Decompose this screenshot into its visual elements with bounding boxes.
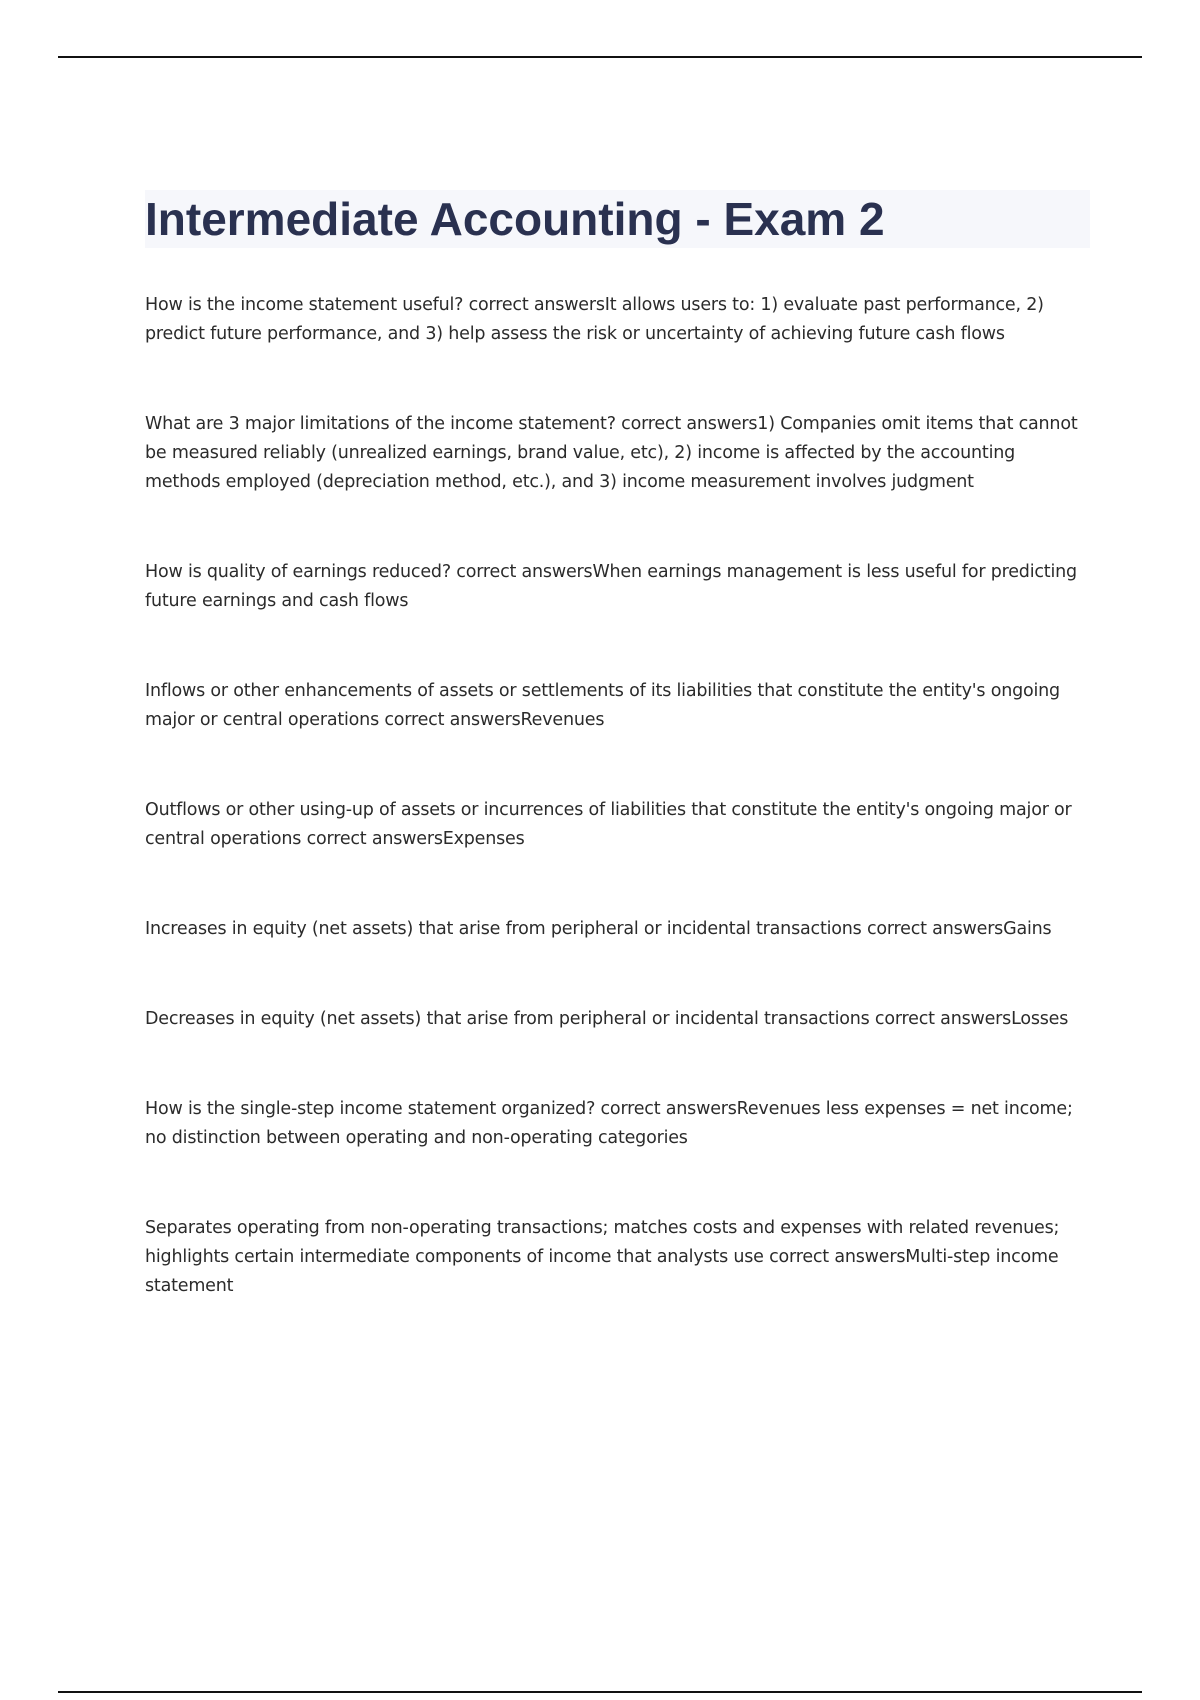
page-title: Intermediate Accounting - Exam 2 bbox=[145, 193, 885, 245]
qa-item: Increases in equity (net assets) that arise from peripheral or incidental transactions correct answersGains bbox=[145, 919, 1052, 939]
qa-item: Inflows or other enhancements of assets or settlements of its liabilities that constitute the entity's ongoing major or central operations correct answersRevenues bbox=[145, 681, 1060, 730]
top-divider bbox=[58, 56, 1142, 58]
qa-item: How is quality of earnings reduced? correct answersWhen earnings management is less useful for predicting future earnings and cash flows bbox=[145, 562, 1077, 611]
qa-item: How is the single-step income statement organized? correct answersRevenues less expenses = net income; no distinction between operating and non-operating categories bbox=[145, 1099, 1073, 1148]
qa-item: What are 3 major limitations of the income statement? correct answers1) Companies omit items that cannot be measured reliably (unrealized earnings, brand value, etc), 2) income is affected by the accounting methods employed (depreciation method, etc.), and 3) income measurement involves judgment bbox=[145, 414, 1078, 492]
qa-item: Outflows or other using-up of assets or incurrences of liabilities that constitute the entity's ongoing major or central operations correct answersExpenses bbox=[145, 800, 1072, 849]
bottom-divider bbox=[58, 1691, 1142, 1693]
qa-list bbox=[145, 291, 1090, 1362]
qa-item: Separates operating from non-operating transactions; matches costs and expenses with related revenues; highlights certain intermediate components of income that analysts use correct answersMulti-step income statement bbox=[145, 1218, 1060, 1296]
qa-item: Decreases in equity (net assets) that arise from peripheral or incidental transactions correct answersLosses bbox=[145, 1009, 1069, 1029]
qa-item: How is the income statement useful? correct answersIt allows users to: 1) evaluate past performance, 2) predict future performance, and 3) help assess the risk or uncertainty of achieving future cash flows bbox=[145, 295, 1044, 344]
